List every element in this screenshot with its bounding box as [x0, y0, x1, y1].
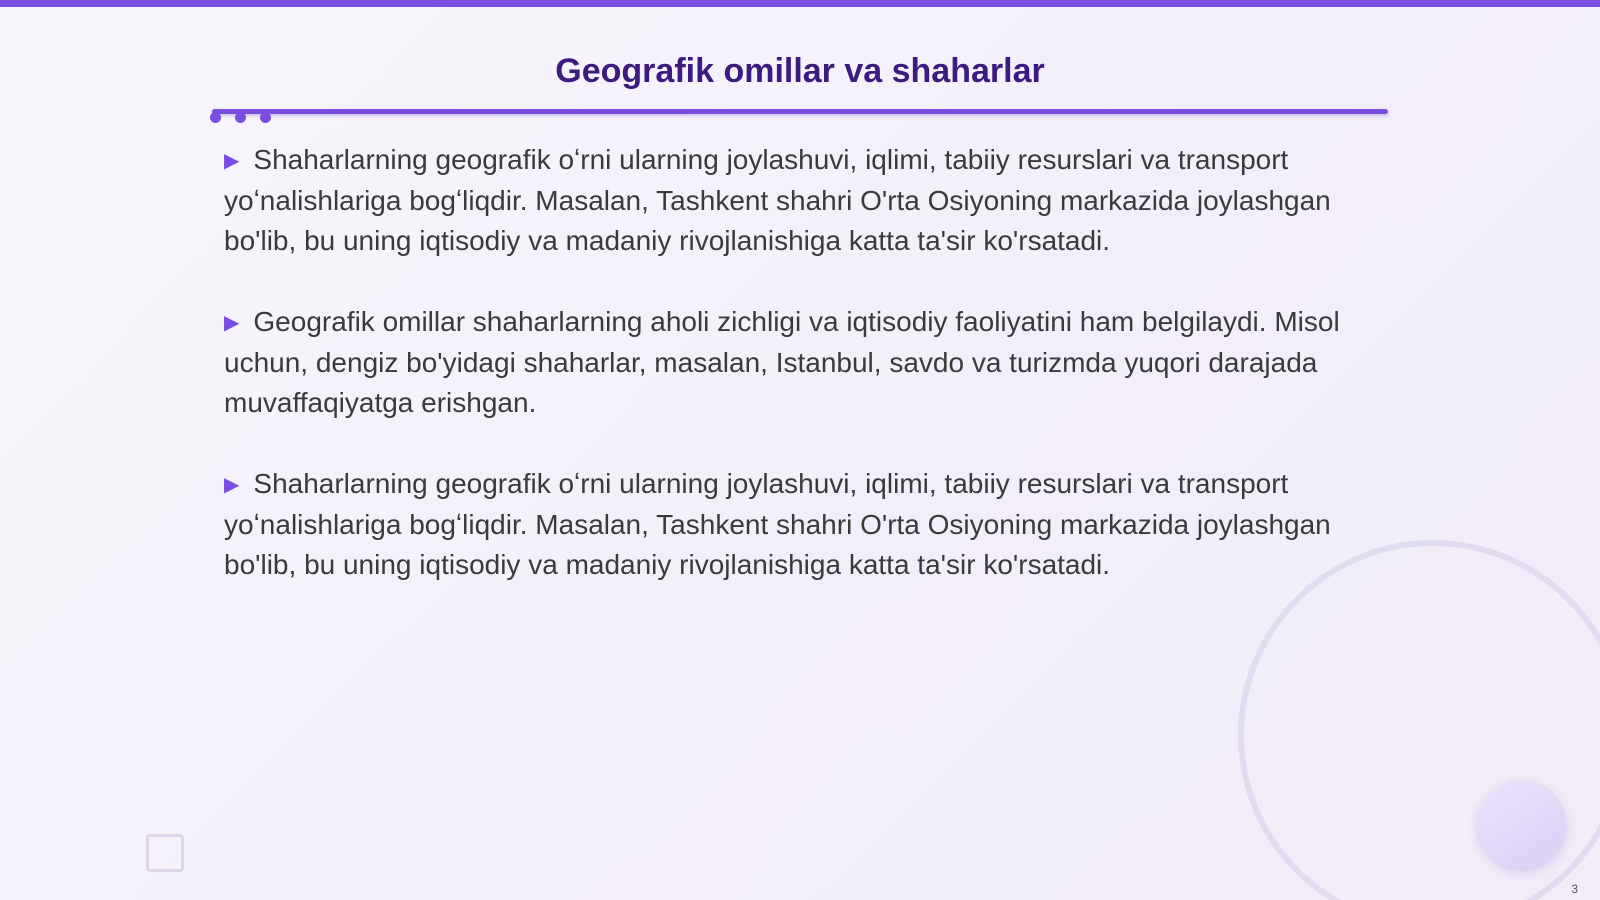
decor-disc: [1478, 780, 1566, 868]
decor-dot: [210, 112, 221, 123]
decor-square: [146, 834, 184, 872]
page-number: 3: [1571, 882, 1578, 896]
bullet-paragraph: [224, 140, 1384, 261]
triangle-bullet-icon: ▶: [224, 312, 240, 334]
triangle-bullet-icon: ▶: [224, 150, 240, 172]
title-underline: [212, 109, 1388, 114]
paragraph-text: Shaharlarning geografik oʻrni ularning joylashuvi, iqlimi, tabiiy resurslari va transport yoʻnalishlariga bogʻliqdir. Masalan, Tashkent shahri O'rta Osiyoning markazida joylashgan bo'lib, bu uning iqtisodiy va madaniy rivojlanishiga katta ta'sir ko'rsatadi.: [224, 144, 1331, 256]
bullet-paragraph: [224, 302, 1384, 423]
decor-dot: [260, 112, 271, 123]
paragraph-text: Geografik omillar shaharlarning aholi zichligi va iqtisodiy faoliyatini ham belgilaydi. Misol uchun, dengiz bo'yidagi shaharlar, masalan, Istanbul, savdo va turizmda yuqori darajada muvaffaqiyatga erishgan.: [224, 306, 1340, 418]
triangle-bullet-icon: ▶: [224, 474, 240, 496]
top-accent-bar: [0, 0, 1600, 7]
slide-body: [224, 140, 1384, 626]
bullet-paragraph: [224, 464, 1384, 585]
decor-dot: [235, 112, 246, 123]
paragraph-text: Shaharlarning geografik oʻrni ularning joylashuvi, iqlimi, tabiiy resurslari va transport yoʻnalishlariga bogʻliqdir. Masalan, Tashkent shahri O'rta Osiyoning markazida joylashgan bo'lib, bu uning iqtisodiy va madaniy rivojlanishiga katta ta'sir ko'rsatadi.: [224, 468, 1331, 580]
slide-title: Geografik omillar va shaharlar: [555, 52, 1045, 90]
